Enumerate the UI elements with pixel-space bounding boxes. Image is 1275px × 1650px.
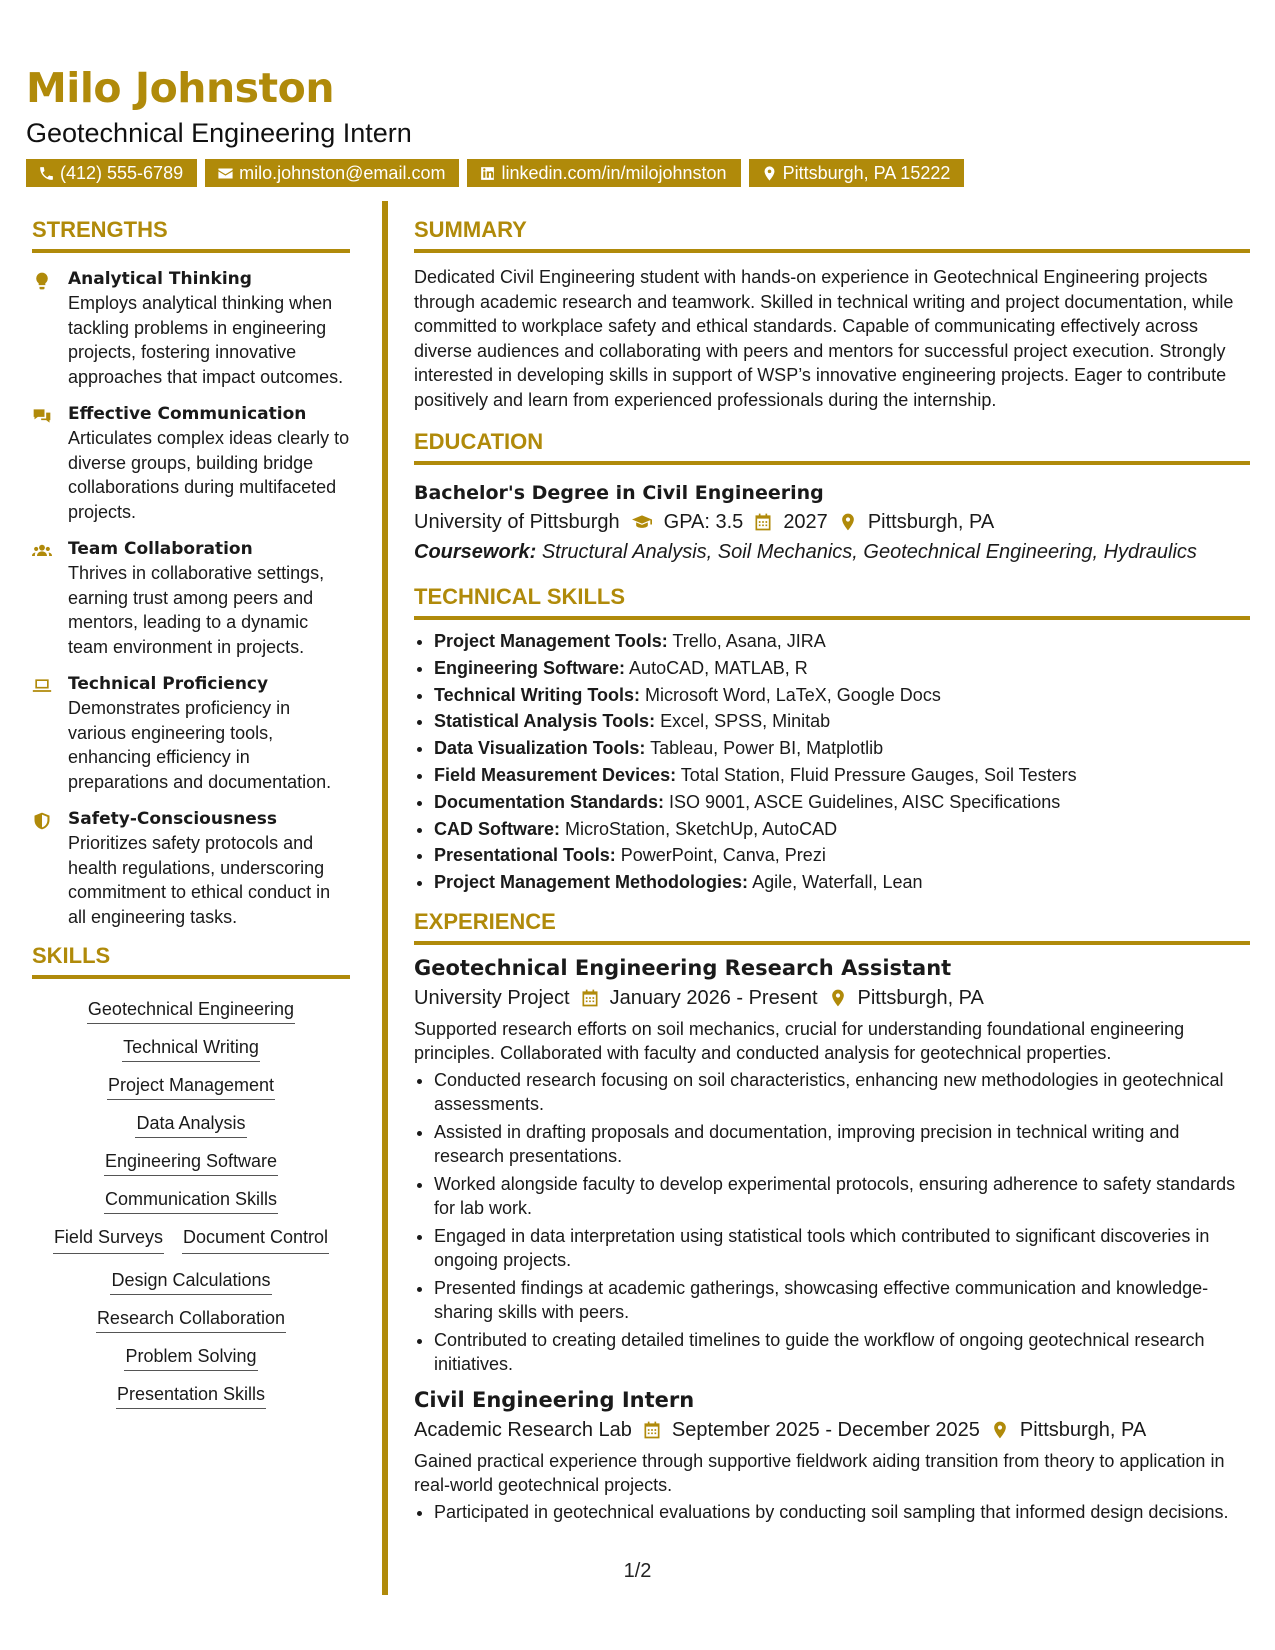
resume-header [26,62,1246,187]
list-item [434,816,1250,843]
shield-icon [32,811,52,831]
laptop-icon [32,676,52,696]
list-item [434,869,1250,896]
technical-skills-heading: TECHNICAL SKILLS [414,583,1250,620]
tech-skill-label: Field Measurement Devices: [434,764,677,785]
list-item [434,628,1250,655]
tech-skill-label: Engineering Software: [434,657,626,678]
strength-item [32,267,350,389]
skill-tag: Field Surveys [53,1225,164,1254]
job-meta [414,1415,1250,1445]
grad-year: 2027 [783,511,828,533]
strength-title: Technical Proficiency [68,674,269,694]
skill-tag: Communication Skills [104,1189,278,1214]
tech-skill-value: ISO 9001, ASCE Guidelines, AISC Specifications [669,791,1061,812]
list-item: • Worked alongside faculty to develop experimental protocols, ensuring adherence to safety standards for lab work. [434,1172,1250,1221]
job-title: Civil Engineering Intern [414,1387,695,1412]
skill-tag: Data Analysis [135,1113,246,1138]
calendar-icon [580,988,600,1008]
skills-list [32,979,350,1406]
list-item [434,682,1250,709]
degree-title: Bachelor's Degree in Civil Engineering [414,482,824,504]
job-org: Academic Research Lab [414,1418,632,1441]
strength-desc: Articulates complex ideas clearly to diverse groups, building bridge collaborations during multifaceted projects. [68,428,350,522]
calendar-icon [753,512,773,532]
list-item: • Participated in geotechnical evaluations by conducting soil sampling that informed design decisions. [434,1500,1250,1525]
candidate-title: Geotechnical Engineering Intern [26,118,412,148]
contact-phone[interactable] [26,159,197,187]
phone-icon [38,165,55,182]
list-item [434,762,1250,789]
contact-bar [26,159,1246,187]
job-bullets [414,1068,1250,1377]
map-pin-icon [828,988,848,1008]
right-column [414,216,1250,1527]
skills-heading: SKILLS [32,942,350,979]
job-dates: January 2026 - Present [609,986,818,1009]
tech-skill-value: AutoCAD, MATLAB, R [629,657,808,678]
contact-linkedin[interactable] [467,159,740,187]
skill-tag: Document Control [182,1225,329,1254]
tech-skill-label: CAD Software: [434,818,561,839]
tech-skill-label: Presentational Tools: [434,845,616,866]
list-item: • Engaged in data interpretation using statistical tools which contributed to significant discoveries in ongoing projects. [434,1224,1250,1273]
skill-tag: Technical Writing [122,1037,260,1062]
tech-skill-label: Documentation Standards: [434,791,665,812]
tech-skill-value: Excel, SPSS, Minitab [660,711,831,732]
contact-location-text: Pittsburgh, PA 15222 [782,162,951,183]
tech-skill-label: Data Visualization Tools: [434,738,646,759]
tech-skill-value: Tableau, Power BI, Matplotlib [650,738,884,759]
tech-skill-label: Statistical Analysis Tools: [434,711,656,732]
contact-email[interactable] [205,159,459,187]
summary-text: Dedicated Civil Engineering student with hands-on experience in Geotechnical Engineering projects through academic research and teamwork. Skilled in technical writing and project documentation, while committed to workplace safety and ethical standards. Capable of communicating effectively across diverse audiences and collaborating with peers and mentors for successful project execution. Strongly interested in developing skills in support of WSP’s innovative engineering projects. Eager to contribute positively and learn from experienced professionals during the internship. [414,267,1234,410]
map-pin-icon [990,1420,1010,1440]
school-location: Pittsburgh, PA [867,511,995,533]
list-item: • Presented findings at academic gatherings, showcasing effective communication and knowledge-sharing skills with peers. [434,1276,1250,1325]
strength-desc: Prioritizes safety protocols and health regulations, underscoring commitment to ethical conduct in all engineering tasks. [68,833,331,927]
tech-skill-value: PowerPoint, Canva, Prezi [620,845,826,866]
tech-skill-label: Project Management Tools: [434,631,668,651]
list-item: • Contributed to creating detailed timelines to guide the workflow of ongoing geotechnical research initiatives. [434,1328,1250,1377]
strength-item [32,537,350,659]
strength-item [32,672,350,794]
job-dates: September 2025 - December 2025 [671,1418,980,1441]
education-meta [414,507,1250,537]
job-org: University Project [414,986,570,1009]
list-item: • Assisted in drafting proposals and documentation, improving precision in technical writing and research presentations. [434,1120,1250,1169]
skill-tag: Project Management [107,1075,275,1100]
technical-skills-list [414,628,1250,896]
map-pin-icon [761,165,778,182]
strength-title: Team Collaboration [68,539,253,559]
summary-heading: SUMMARY [414,216,1250,253]
linkedin-icon [479,165,496,182]
strength-title: Safety-Consciousness [68,809,277,829]
list-item [434,735,1250,762]
experience-heading: EXPERIENCE [414,908,1250,945]
tech-skill-value: Microsoft Word, LaTeX, Google Docs [645,684,941,705]
strength-item [32,402,350,524]
strength-item [32,807,350,929]
skill-tag: Research Collaboration [96,1308,286,1333]
contact-phone-text: (412) 555-6789 [60,162,184,183]
job-description: Supported research efforts on soil mechanics, crucial for understanding foundational engineering principles. Collaborated with faculty and conducted analysis for geotechnical properties. [414,1018,1185,1064]
school-name: University of Pittsburgh [414,511,620,533]
envelope-icon [217,165,234,182]
job-location: Pittsburgh, PA [1019,1418,1147,1441]
job-location: Pittsburgh, PA [857,986,984,1009]
skill-tag: Geotechnical Engineering [87,999,295,1024]
skill-tag: Engineering Software [104,1151,278,1176]
tech-skill-label: Technical Writing Tools: [434,684,641,705]
list-item [434,842,1250,869]
job-description: Gained practical experience through supportive fieldwork aiding transition from theory to application in real-world geotechnical projects. [414,1450,1225,1496]
strength-desc: Thrives in collaborative settings, earning trust among peers and mentors, leading to a dynamic team environment in projects. [68,563,325,657]
lightbulb-icon [32,271,52,291]
left-column [32,216,350,1406]
gpa: GPA: 3.5 [663,511,744,533]
strength-desc: Demonstrates proficiency in various engineering tools, enhancing efficiency in preparations and documentation. [68,698,332,792]
coursework [414,537,1250,567]
calendar-icon [642,1420,662,1440]
skill-tag: Problem Solving [124,1346,257,1371]
skill-tag: Presentation Skills [116,1384,266,1409]
users-icon [32,541,52,561]
job-entry [414,1385,1250,1525]
job-meta [414,983,1250,1013]
coursework-label: Coursework: [414,541,537,563]
strength-title: Effective Communication [68,404,307,424]
skill-tag: Design Calculations [110,1270,271,1295]
tech-skill-value: Agile, Waterfall, Lean [752,872,923,893]
job-entry [414,953,1250,1377]
tech-skill-value: Total Station, Fluid Pressure Gauges, Soil Testers [680,764,1077,785]
strengths-heading: STRENGTHS [32,216,350,253]
tech-skill-label: Project Management Methodologies: [434,872,749,893]
chat-bubbles-icon [32,406,52,426]
coursework-text: Structural Analysis, Soil Mechanics, Geotechnical Engineering, Hydraulics [541,541,1197,563]
strength-title: Analytical Thinking [68,269,252,289]
contact-linkedin-text: linkedin.com/in/milojohnston [501,162,727,183]
tech-skill-value: MicroStation, SketchUp, AutoCAD [565,818,838,839]
list-item [434,708,1250,735]
graduation-cap-icon [630,512,654,532]
job-bullets [414,1500,1250,1525]
education-heading: EDUCATION [414,428,1250,465]
map-pin-icon [838,512,858,532]
contact-email-text: milo.johnston@email.com [239,162,446,183]
strengths-list [32,267,350,929]
job-title: Geotechnical Engineering Research Assistant [414,955,952,980]
tech-skill-value: Trello, Asana, JIRA [672,631,826,651]
strength-desc: Employs analytical thinking when tackling problems in engineering projects, fostering innovative approaches that impact outcomes. [68,293,344,387]
list-item: • Conducted research focusing on soil characteristics, enhancing new methodologies in geotechnical assessments. [434,1068,1250,1117]
contact-location [749,159,965,187]
column-divider [382,201,388,1595]
list-item [434,655,1250,682]
list-item [434,789,1250,816]
page-number: 1/2 [623,1560,652,1582]
candidate-name: Milo Johnston [26,64,335,112]
